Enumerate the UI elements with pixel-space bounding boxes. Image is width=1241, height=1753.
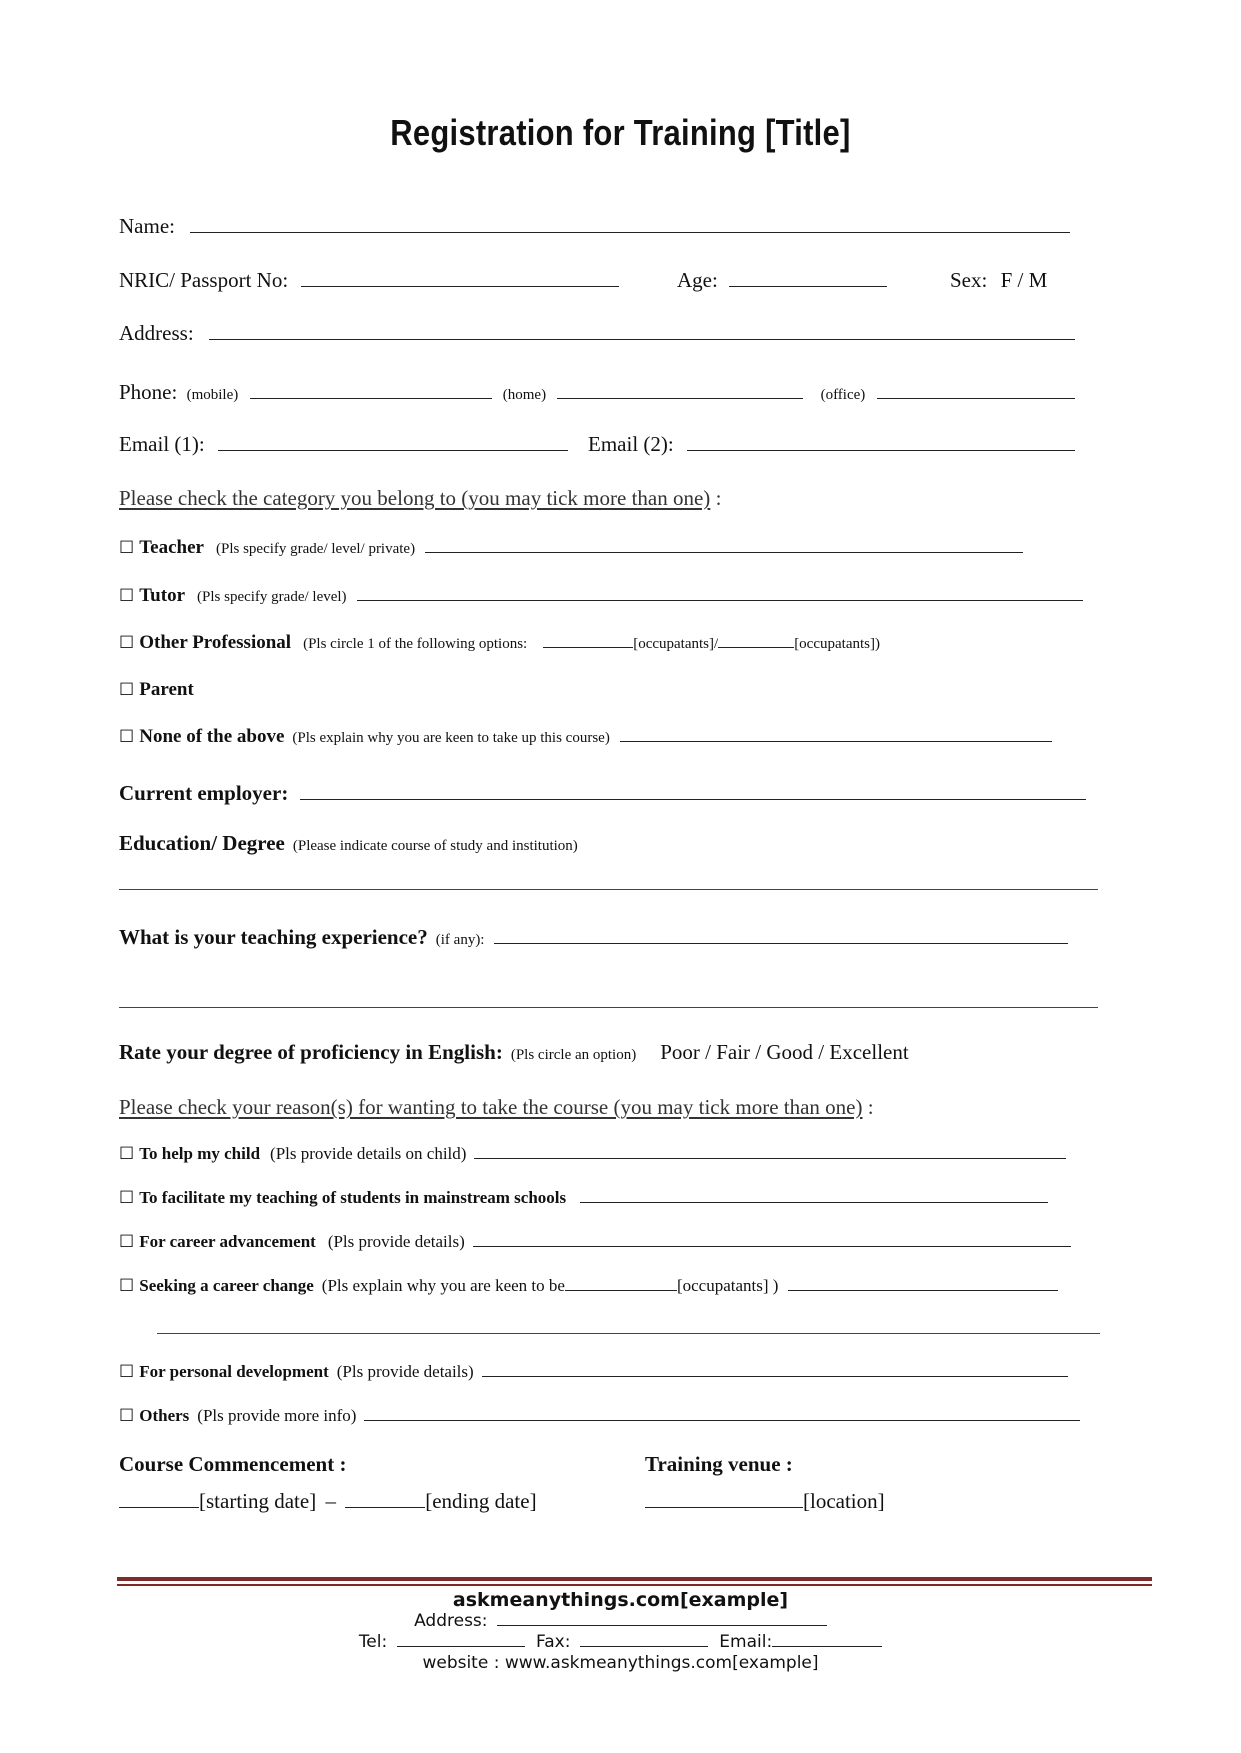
- tutor-label: Tutor: [139, 585, 186, 606]
- phone-mobile-label: (mobile): [186, 387, 239, 403]
- teacher-note: (Pls specify grade/ level/ private): [215, 541, 416, 557]
- venue-label: Training venue :: [645, 1452, 793, 1476]
- date-dash: –: [325, 1489, 336, 1513]
- location-field[interactable]: [645, 1506, 803, 1508]
- phone-row: [119, 380, 1075, 405]
- other-field-1[interactable]: [543, 646, 633, 648]
- end-date-field[interactable]: [345, 1506, 425, 1508]
- none-field[interactable]: [620, 740, 1052, 742]
- checkbox-icon[interactable]: ☐: [119, 1276, 135, 1296]
- reason-career-change-option: [occupatants] ): [676, 1276, 779, 1295]
- footer-fax-label: Fax:: [536, 1632, 571, 1652]
- reason-career-change-note: (Pls explain why you are keen to be: [321, 1276, 565, 1295]
- category-prompt: Please check the category you belong to (you may tick more than one): [119, 486, 711, 510]
- employer-field[interactable]: [300, 798, 1086, 800]
- reason-help-child-note: (Pls provide details on child): [270, 1144, 467, 1163]
- other-note: (Pls circle 1 of the following options:: [303, 636, 528, 652]
- education-label: Education/ Degree: [119, 831, 285, 855]
- end-date-placeholder: [ending date]: [425, 1489, 537, 1513]
- name-field[interactable]: [190, 231, 1070, 233]
- checkbox-icon[interactable]: ☐: [119, 727, 135, 747]
- age-field[interactable]: [729, 285, 887, 287]
- email2-label: Email (2):: [588, 432, 674, 456]
- education-row: [119, 831, 578, 856]
- age-label: Age:: [677, 268, 718, 292]
- address-label: Address:: [119, 321, 194, 345]
- name-row: [119, 214, 1070, 239]
- reason-career-advancement[interactable]: [119, 1232, 1071, 1252]
- category-teacher[interactable]: [119, 537, 1023, 559]
- reason-career-adv-label: For career advancement: [139, 1232, 316, 1251]
- reason-facilitate[interactable]: [119, 1188, 1048, 1208]
- reason-facilitate-label: To facilitate my teaching of students in mainstream schools: [139, 1188, 567, 1207]
- nric-row: [119, 268, 619, 293]
- address-row: [119, 321, 1075, 346]
- reason-facilitate-field[interactable]: [580, 1201, 1048, 1203]
- footer-contact-row: [0, 1632, 1241, 1652]
- footer-email-label: Email:: [719, 1632, 773, 1652]
- footer-address-row: [0, 1611, 1241, 1631]
- other-option-2: [occupatants]): [794, 636, 880, 652]
- reason-career-change-field-3[interactable]: [157, 1333, 1100, 1334]
- phone-home-field[interactable]: [557, 397, 803, 399]
- page-title: Registration for Training [Title]: [390, 112, 851, 153]
- start-date-placeholder: [starting date]: [199, 1489, 317, 1513]
- footer-site: askmeanythings.com[example]: [452, 1589, 789, 1611]
- nric-label: NRIC/ Passport No:: [119, 268, 289, 292]
- reason-personal-development[interactable]: [119, 1362, 1068, 1382]
- experience-row: [119, 925, 1068, 950]
- experience-label: What is your teaching experience?: [119, 925, 428, 949]
- footer-address-label: Address:: [414, 1611, 488, 1631]
- reason-help-child[interactable]: [119, 1144, 1066, 1164]
- course-dates-row: [119, 1489, 537, 1514]
- reasons-prompt-suffix: :: [862, 1095, 874, 1119]
- checkbox-icon[interactable]: ☐: [119, 1232, 135, 1252]
- footer-divider: [117, 1577, 1152, 1581]
- reasons-prompt: Please check your reason(s) for wanting to take the course (you may tick more than one): [119, 1095, 863, 1119]
- other-label: Other Professional: [139, 632, 292, 653]
- reason-career-change-label: Seeking a career change: [139, 1276, 314, 1295]
- reason-others-field[interactable]: [364, 1419, 1080, 1421]
- experience-note: (if any):: [435, 932, 485, 948]
- sex-options[interactable]: F / M: [1000, 268, 1048, 292]
- footer-divider-thin: [117, 1584, 1152, 1586]
- education-field[interactable]: [119, 889, 1098, 890]
- reason-help-child-label: To help my child: [139, 1144, 261, 1163]
- email1-field[interactable]: [218, 449, 568, 451]
- phone-label: Phone:: [119, 380, 178, 404]
- footer-website: website : www.askmeanythings.com[example]: [422, 1653, 819, 1673]
- proficiency-row: [119, 1040, 909, 1065]
- proficiency-note: (Pls circle an option): [510, 1047, 637, 1063]
- category-other[interactable]: [119, 632, 880, 654]
- footer-fax-field[interactable]: [580, 1645, 708, 1647]
- reason-personal-dev-field[interactable]: [482, 1375, 1068, 1377]
- footer-address-field[interactable]: [497, 1624, 827, 1626]
- phone-home-label: (home): [502, 387, 547, 403]
- start-date-field[interactable]: [119, 1506, 199, 1508]
- employer-row: [119, 781, 1086, 806]
- reason-help-child-field[interactable]: [474, 1157, 1066, 1159]
- checkbox-icon[interactable]: ☐: [119, 1362, 135, 1382]
- category-none[interactable]: [119, 726, 1052, 748]
- none-label: None of the above: [139, 726, 285, 747]
- phone-office-label: (office): [820, 387, 866, 403]
- checkbox-icon[interactable]: ☐: [119, 538, 135, 558]
- reason-personal-dev-label: For personal development: [139, 1362, 329, 1381]
- category-prompt-row: [119, 486, 721, 511]
- other-option-1: [occupatants]/: [633, 636, 719, 652]
- teacher-field[interactable]: [425, 551, 1023, 553]
- location-placeholder: [location]: [803, 1489, 885, 1513]
- category-prompt-suffix: :: [710, 486, 722, 510]
- checkbox-icon[interactable]: ☐: [119, 1144, 135, 1164]
- checkbox-icon[interactable]: ☐: [119, 586, 135, 606]
- sex-label: Sex:: [950, 268, 988, 292]
- reason-others-note: (Pls provide more info): [197, 1406, 357, 1425]
- reason-career-change-field-1[interactable]: [565, 1289, 677, 1291]
- employer-label: Current employer:: [119, 781, 289, 805]
- commencement-label: Course Commencement :: [119, 1452, 347, 1476]
- reason-others-label: Others: [139, 1406, 190, 1425]
- email1-label: Email (1):: [119, 432, 205, 456]
- checkbox-icon[interactable]: ☐: [119, 633, 135, 653]
- sex-row: [950, 268, 1047, 293]
- experience-field-2[interactable]: [119, 1007, 1098, 1008]
- category-tutor[interactable]: [119, 585, 1083, 607]
- footer-email-field[interactable]: [772, 1645, 882, 1647]
- checkbox-icon[interactable]: ☐: [119, 680, 135, 700]
- none-note: (Pls explain why you are keen to take up this course): [292, 730, 610, 746]
- education-note: (Please indicate course of study and institution): [292, 838, 578, 854]
- reason-others[interactable]: [119, 1406, 1080, 1426]
- nric-field[interactable]: [301, 285, 619, 287]
- phone-mobile-field[interactable]: [250, 397, 492, 399]
- reason-personal-dev-note: (Pls provide details): [336, 1362, 474, 1381]
- email2-field[interactable]: [687, 449, 1075, 451]
- age-row: [677, 268, 887, 293]
- reason-career-change-field-2[interactable]: [788, 1289, 1058, 1291]
- email1-row: [119, 432, 568, 457]
- address-field[interactable]: [209, 338, 1075, 340]
- footer-tel-field[interactable]: [397, 1645, 525, 1647]
- category-parent[interactable]: [119, 679, 194, 701]
- proficiency-label: Rate your degree of proficiency in English:: [119, 1040, 503, 1064]
- checkbox-icon[interactable]: ☐: [119, 1188, 135, 1208]
- name-label: Name:: [119, 214, 175, 238]
- teacher-label: Teacher: [139, 537, 204, 558]
- reason-career-adv-field[interactable]: [473, 1245, 1071, 1247]
- footer-tel-label: Tel:: [358, 1632, 388, 1652]
- proficiency-options[interactable]: Poor / Fair / Good / Excellent: [660, 1040, 909, 1064]
- parent-label: Parent: [139, 679, 194, 700]
- reason-career-change[interactable]: [119, 1276, 1058, 1296]
- reason-career-adv-note: (Pls provide details): [327, 1232, 465, 1251]
- checkbox-icon[interactable]: ☐: [119, 1406, 135, 1426]
- tutor-note: (Pls specify grade/ level): [197, 589, 347, 605]
- phone-office-field[interactable]: [877, 397, 1075, 399]
- venue-row: [645, 1489, 885, 1514]
- other-field-2[interactable]: [718, 646, 794, 648]
- reasons-prompt-row: [119, 1095, 874, 1120]
- email2-row: [588, 432, 1075, 457]
- tutor-field[interactable]: [357, 599, 1083, 601]
- experience-field[interactable]: [494, 942, 1068, 944]
